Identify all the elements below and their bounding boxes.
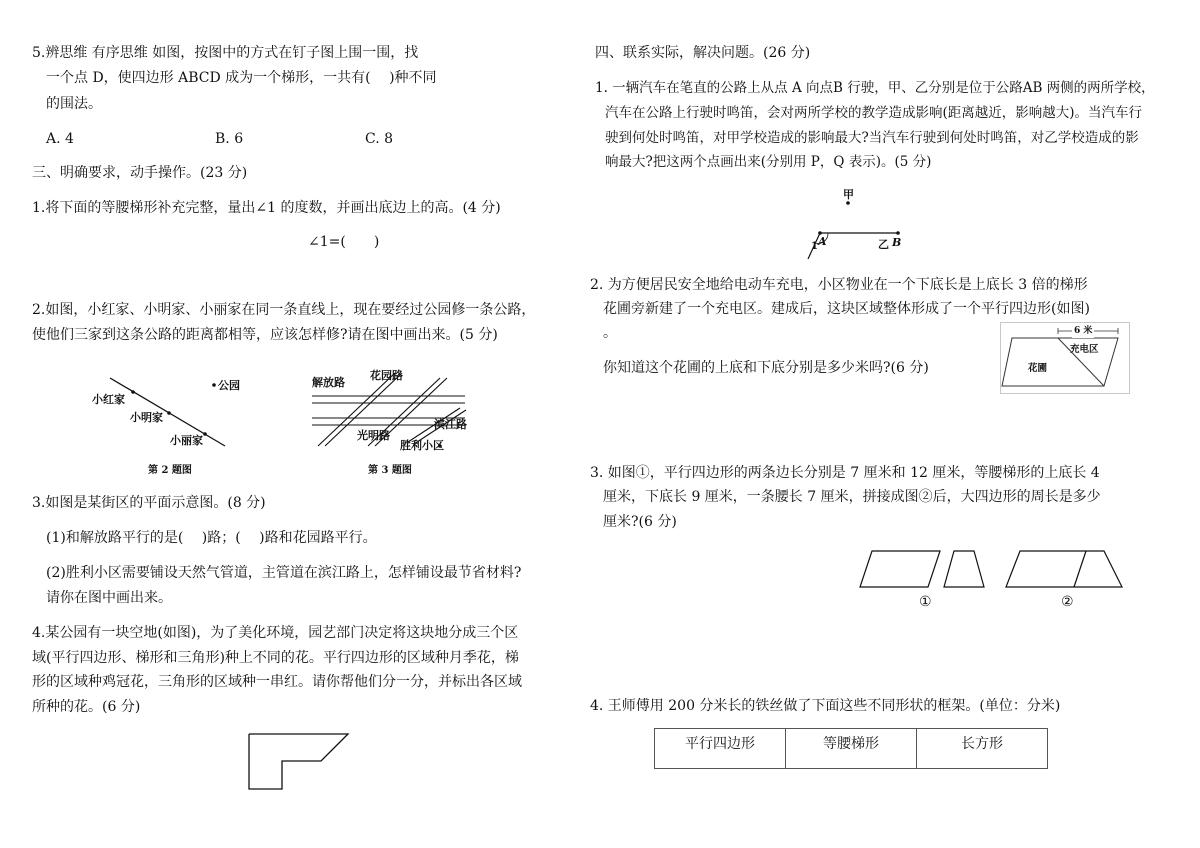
q5-line2: 一个点 D，使四边形 ABCD 成为一个梯形，一共有( )种不同 — [46, 70, 437, 86]
r-q2-six-m-label: 6 米 — [1074, 326, 1093, 336]
fig3-shengli-label: 胜利小区 — [400, 439, 444, 452]
fig3-caption: 第 3 题图 — [368, 465, 412, 476]
r-q4-text: 4. 王师傅用 200 分米长的铁丝做了下面这些不同形状的框架。(单位：分米) — [590, 698, 1061, 714]
q2-line2: 使他们三家到这条公路的距离都相等，应该怎样修?请在图中画出来。(5 分) — [32, 327, 498, 343]
fig2-park-label: 公园 — [218, 379, 240, 392]
q3-part2-line2: 请你在图中画出来。 — [46, 590, 172, 606]
q4-line3: 形的区域种鸡冠花，三角形的区域种一串红。请你帮他们分一分，并标出各区域 — [32, 674, 522, 690]
r-q1-a-label: A — [818, 235, 827, 248]
r-q4-shape-table — [654, 728, 1048, 769]
r-q1-yi-label: 乙 — [878, 238, 889, 251]
section-3-heading: 三、明确要求，动手操作。(23 分) — [32, 165, 248, 181]
fig3-jiefang-label: 解放路 — [312, 376, 345, 389]
r-q3-line2: 厘米，下底长 9 厘米，一条腰长 7 厘米，拼接成图②后，大四边形的周长是多少 — [603, 489, 1101, 505]
r-q2-line2: 花圃旁新建了一个充电区。建成后，这块区域整体形成了一个平行四边形(如图) — [603, 301, 1090, 317]
q5-option-c: C. 8 — [365, 131, 394, 147]
q4-land-shape — [246, 731, 356, 793]
r-q2-parallelogram-figure — [1000, 322, 1130, 394]
q3-part1: (1)和解放路平行的是( )路；( )路和花园路平行。 — [46, 530, 377, 546]
table-cell-parallelogram: 平行四边形 — [655, 729, 786, 769]
q1-text: 1.将下面的等腰梯形补充完整，量出∠1 的度数，并画出底边上的高。(4 分) — [32, 200, 501, 216]
table-row — [655, 729, 1048, 769]
r-q3-line3: 厘米?(6 分) — [603, 514, 677, 530]
table-cell-trapezoid: 等腰梯形 — [786, 729, 917, 769]
q4-line4: 所种的花。(6 分) — [32, 699, 141, 715]
q3-part2-line1: (2)胜利小区需要铺设天然气管道，主管道在滨江路上，怎样铺设最节省材料? — [46, 565, 522, 581]
r-q3-fig1-label: ① — [919, 594, 932, 610]
r-q2-line3: 。 — [603, 325, 617, 341]
q4-line1: 4.某公园有一块空地(如图)，为了美化环境，园艺部门决定将这块地分成三个区 — [32, 625, 519, 641]
q3-text: 3.如图是某街区的平面示意图。(8 分) — [32, 495, 266, 511]
r-q1-line2: 汽车在公路上行驶时鸣笛，会对两所学校的教学造成影响(距离越近，影响越大)。当汽车行 — [605, 105, 1143, 121]
r-q3-fig2-label: ② — [1061, 594, 1074, 610]
r-q2-garden-label: 花圃 — [1028, 363, 1048, 374]
r-q1-jia-label: 甲 — [843, 188, 854, 201]
fig2-xiaohong-label: 小红家 — [92, 393, 125, 406]
r-q1-angle-label: 1 — [811, 241, 818, 252]
r-q2-line4: 你知道这个花圃的上底和下底分别是多少米吗?(6 分) — [603, 360, 929, 376]
table-cell-rectangle: 长方形 — [917, 729, 1048, 769]
r-q1-road-diagram — [800, 185, 910, 265]
r-q1-line1: 1. 一辆汽车在笔直的公路上从点 A 向点B 行驶，甲、乙分别是位于公路AB 两侧的两所学校， — [595, 80, 1155, 96]
r-q1-b-label: B — [892, 236, 902, 249]
q5-option-b: B. 6 — [215, 131, 244, 147]
q5-line3: 的围法。 — [46, 96, 102, 112]
fig3-guangming-label: 光明路 — [357, 429, 390, 442]
r-q3-figures — [858, 548, 1128, 592]
fig3-binjiang-label: 滨江路 — [434, 418, 467, 431]
fig3-huayuan-label: 花园路 — [370, 369, 403, 382]
r-q3-line1: 3. 如图①，平行四边形的两条边长分别是 7 厘米和 12 厘米，等腰梯形的上底长 4 — [590, 465, 1100, 481]
r-q2-line1: 2. 为方便居民安全地给电动车充电，小区物业在一个下底长是上底长 3 倍的梯形 — [590, 277, 1088, 293]
q4-line2: 域(平行四边形、梯形和三角形)种上不同的花。平行四边形的区域种月季花，梯 — [32, 650, 519, 666]
q5-option-a: A. 4 — [46, 131, 74, 147]
fig2-xiaoming-label: 小明家 — [130, 411, 163, 424]
r-q1-line4: 响最大?把这两个点画出来(分别用 P，Q 表示)。(5 分) — [605, 154, 932, 170]
r-q2-charging-label: 充电区 — [1070, 344, 1099, 355]
section-4-heading: 四、联系实际，解决问题。(26 分) — [595, 45, 811, 61]
q5-line1: 5.辨思维 有序思维 如图，按图中的方式在钉子图上围一围，找 — [32, 45, 419, 61]
q1-angle-answer: ∠1=( ) — [308, 234, 380, 250]
r-q1-line3: 驶到何处时鸣笛，对甲学校造成的影响最大?当汽车行驶到何处时鸣笛，对乙学校造成的影 — [605, 130, 1139, 146]
fig2-caption: 第 2 题图 — [148, 465, 192, 476]
fig2-xiaoli-label: 小丽家 — [170, 434, 203, 447]
q2-line1: 2.如图，小红家、小明家、小丽家在同一条直线上，现在要经过公园修一条公路， — [32, 302, 536, 318]
